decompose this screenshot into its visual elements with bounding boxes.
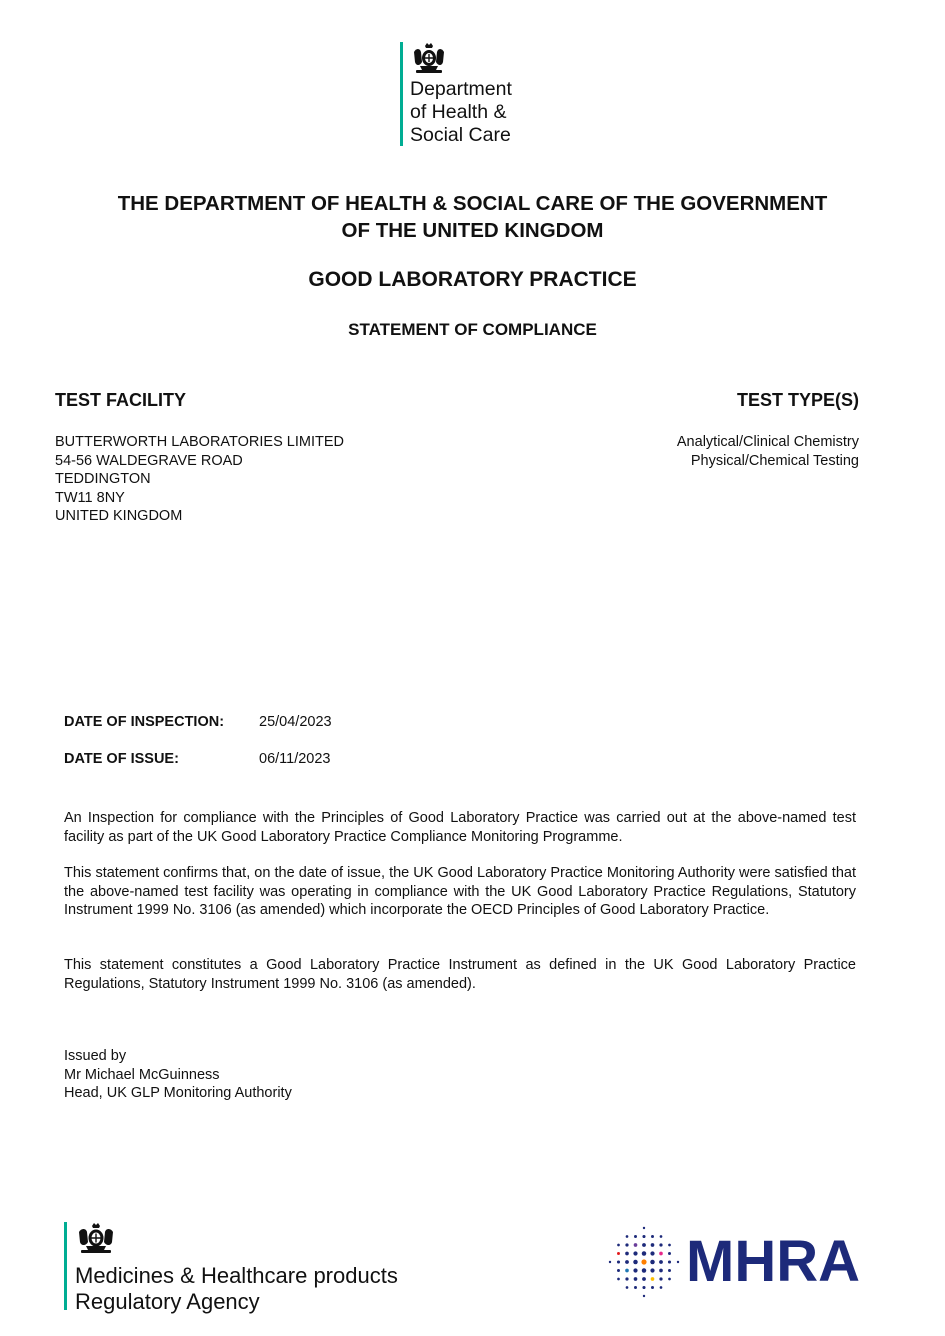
body-paragraph-1: An Inspection for compliance with the Principles of Good Laboratory Practice was carried out at the above-named test facility as part of the UK Good Laboratory Practice Compliance Monitoring Programme.: [64, 810, 856, 845]
mhra-dot: [650, 1251, 654, 1255]
mhra-dot: [659, 1252, 663, 1256]
mhra-agency-line2: Regulatory Agency: [75, 1289, 260, 1314]
mhra-dot: [668, 1260, 671, 1263]
mhra-dot: [617, 1252, 620, 1255]
mhra-dot: [617, 1278, 620, 1281]
mhra-dot: [650, 1268, 654, 1272]
mhra-dot: [633, 1251, 637, 1255]
document-title-line1: THE DEPARTMENT OF HEALTH & SOCIAL CARE OF THE GOVERNMENT: [117, 192, 828, 215]
address-line: UNITED KINGDOM: [55, 508, 183, 524]
issuer-name: Mr Michael McGuinness: [64, 1066, 220, 1083]
mhra-dot: [642, 1286, 645, 1289]
mhra-dot: [642, 1277, 646, 1281]
mhra-dot: [617, 1269, 620, 1272]
mhra-dot: [668, 1252, 671, 1255]
test-type-item: Analytical/Clinical Chemistry: [676, 434, 859, 450]
dhsc-logo-line1: Department: [410, 78, 512, 100]
mhra-dot: [625, 1269, 629, 1273]
mhra-dot: [617, 1244, 620, 1247]
mhra-dot: [643, 1227, 645, 1229]
issued-by-block: [64, 1047, 292, 1103]
statement-heading: STATEMENT OF COMPLIANCE: [348, 320, 597, 339]
mhra-agency-name: [75, 1263, 398, 1315]
mhra-dot: [651, 1235, 654, 1238]
mhra-dot: [633, 1268, 637, 1272]
mhra-dot: [625, 1252, 629, 1256]
mhra-dot: [625, 1260, 629, 1264]
inspection-date-row: [64, 713, 332, 731]
mhra-dot: [641, 1259, 646, 1264]
mhra-dot: [609, 1261, 611, 1263]
mhra-dot: [651, 1243, 655, 1247]
document-title: [0, 190, 945, 244]
mhra-dot: [660, 1235, 663, 1238]
mhra-dot: [642, 1251, 647, 1256]
address-line: 54-56 WALDEGRAVE ROAD: [55, 452, 243, 469]
mhra-agency-line1: Medicines & Healthcare products: [75, 1263, 398, 1288]
mhra-dot: [642, 1268, 647, 1273]
mhra-dot: [659, 1269, 663, 1273]
document-title-line2: OF THE UNITED KINGDOM: [341, 219, 604, 242]
address-line: TW11 8NY: [55, 489, 125, 506]
mhra-logo-bar: [64, 1222, 67, 1310]
dhsc-logo-text: [410, 78, 512, 147]
mhra-dot: [643, 1295, 645, 1297]
mhra-dot: [617, 1260, 620, 1263]
mhra-dot: [668, 1269, 671, 1272]
inspection-date-value: 25/04/2023: [259, 714, 332, 730]
mhra-dot: [660, 1286, 663, 1289]
mhra-dot: [659, 1260, 663, 1264]
issuer-role: Head, UK GLP Monitoring Authority: [64, 1085, 292, 1101]
mhra-dot: [634, 1286, 637, 1289]
test-type-item: Physical/Chemical Testing: [690, 452, 859, 469]
dhsc-logo-bar: [400, 42, 403, 146]
royal-crest-icon: [74, 1222, 118, 1256]
mhra-dot: [634, 1243, 638, 1247]
address-line: TEDDINGTON: [55, 471, 151, 487]
facility-address: [55, 433, 344, 526]
mhra-dot: [651, 1277, 655, 1281]
issue-date-label: DATE OF ISSUE:: [64, 751, 179, 767]
mhra-dot: [677, 1261, 679, 1263]
issue-date-value: 06/11/2023: [259, 751, 331, 767]
test-facility-heading: TEST FACILITY: [55, 390, 187, 410]
mhra-dot: [633, 1260, 638, 1265]
mhra-dot: [668, 1244, 671, 1247]
mhra-dot: [659, 1243, 662, 1246]
mhra-dot: [626, 1286, 629, 1289]
mhra-dot: [626, 1235, 629, 1238]
inspection-date-label: DATE OF INSPECTION:: [64, 714, 225, 730]
mhra-dot: [634, 1235, 637, 1238]
test-types-heading: TEST TYPE(S): [736, 390, 859, 410]
mhra-dots-logo-icon: [606, 1226, 682, 1298]
mhra-dot: [625, 1243, 628, 1246]
issued-by-label: Issued by: [64, 1048, 127, 1064]
document-subtitle: GOOD LABORATORY PRACTICE: [308, 268, 637, 291]
dhsc-logo-line3: Social Care: [410, 124, 511, 146]
royal-crest-icon: [410, 42, 448, 76]
mhra-dot: [668, 1278, 671, 1281]
mhra-dot: [634, 1277, 638, 1281]
body-paragraph-2: This statement confirms that, on the date of issue, the UK Good Laboratory Practice Monitoring Authority were satisfied that the above-named test facility was operating in compliance with the UK Good Laboratory Practice Regulations, Statutory Instrument 1999 No. 3106 (as amended) which incorporate the OECD Principles of Good Laboratory Practice.: [64, 865, 856, 918]
mhra-dot: [650, 1260, 655, 1265]
mhra-dot: [625, 1277, 628, 1280]
address-line: BUTTERWORTH LABORATORIES LIMITED: [55, 434, 344, 450]
mhra-dot: [651, 1286, 654, 1289]
dhsc-logo-line2: of Health &: [410, 101, 507, 123]
mhra-dot: [642, 1235, 645, 1238]
issue-date-row: [64, 750, 331, 768]
body-paragraph-3: This statement constitutes a Good Laboratory Practice Instrument as defined in the UK Good Laboratory Practice Regulations, Statutory Instrument 1999 No. 3106 (as amended).: [64, 957, 856, 992]
test-types-list: [677, 433, 859, 470]
mhra-brand-wordmark: MHRA: [686, 1229, 860, 1294]
mhra-dot: [659, 1277, 662, 1280]
mhra-dot: [642, 1243, 646, 1247]
